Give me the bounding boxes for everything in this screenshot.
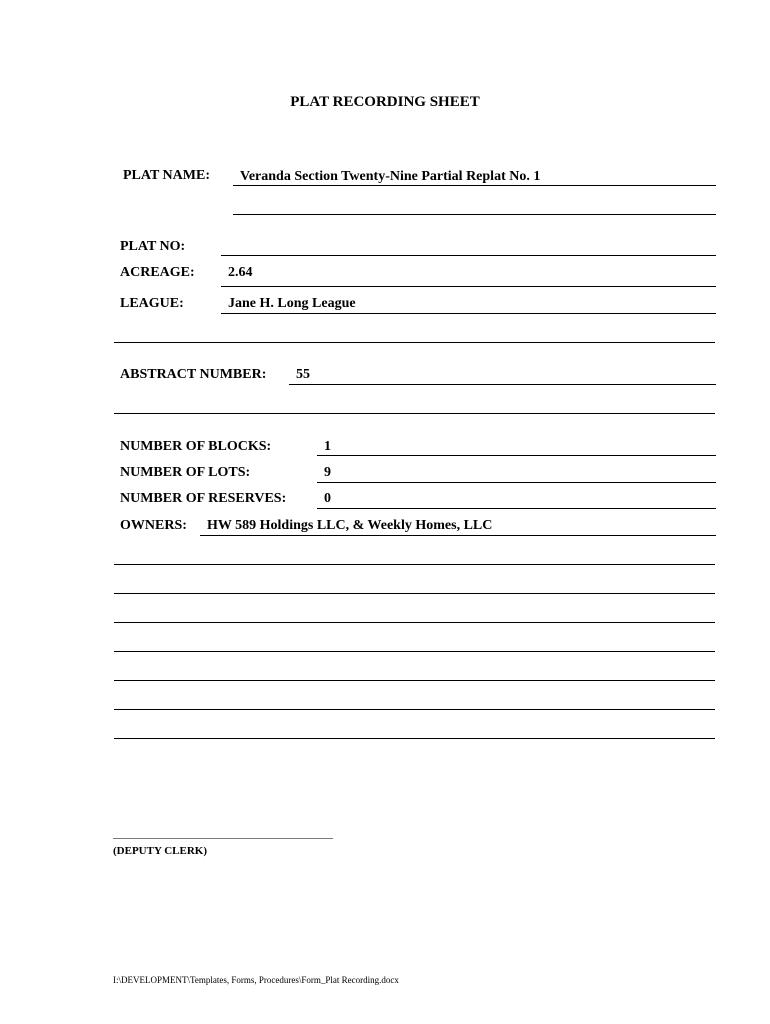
number-of-blocks-value[interactable]: 1	[324, 439, 331, 454]
abstract-number-value[interactable]: 55	[296, 367, 310, 382]
owners-continuation-line[interactable]	[114, 593, 715, 594]
footer-file-path: I:\DEVELOPMENT\Templates, Forms, Procedures\Form_Plat Recording.docx	[113, 975, 399, 985]
acreage-label: ACREAGE:	[120, 265, 195, 280]
acreage-value[interactable]: 2.64	[228, 265, 253, 280]
number-of-blocks-label: NUMBER OF BLOCKS:	[120, 439, 272, 454]
number-of-reserves-underline	[317, 508, 716, 509]
owners-continuation-line[interactable]	[114, 622, 715, 623]
owners-continuation-line[interactable]	[114, 651, 715, 652]
owners-continuation-line[interactable]	[114, 680, 715, 681]
owners-continuation-line[interactable]	[114, 709, 715, 710]
plat-name-value[interactable]: Veranda Section Twenty-Nine Partial Replat No. 1	[240, 169, 541, 184]
plat-name-continuation-line[interactable]	[233, 214, 716, 215]
league-value[interactable]: Jane H. Long League	[228, 296, 356, 311]
number-of-lots-underline	[317, 482, 716, 483]
acreage-underline	[221, 286, 716, 287]
number-of-blocks-underline	[317, 455, 716, 456]
abstract-number-underline	[289, 384, 716, 385]
plat-no-label: PLAT NO:	[120, 239, 186, 254]
page-title: PLAT RECORDING SHEET	[290, 94, 480, 110]
blank-line[interactable]	[114, 342, 715, 343]
owners-continuation-line[interactable]	[114, 738, 715, 739]
owners-value[interactable]: HW 589 Holdings LLC, & Weekly Homes, LLC	[207, 518, 493, 533]
abstract-number-label: ABSTRACT NUMBER:	[120, 367, 267, 382]
plat-no-underline	[221, 255, 716, 256]
signature-line[interactable]: ____________________________________________	[113, 829, 333, 840]
owners-underline	[200, 535, 716, 536]
deputy-clerk-label: (DEPUTY CLERK)	[113, 845, 208, 857]
owners-label: OWNERS:	[120, 518, 187, 533]
number-of-reserves-label: NUMBER OF RESERVES:	[120, 491, 287, 506]
owners-continuation-line[interactable]	[114, 564, 715, 565]
number-of-reserves-value[interactable]: 0	[324, 491, 331, 506]
number-of-lots-value[interactable]: 9	[324, 465, 331, 480]
blank-line[interactable]	[114, 413, 715, 414]
plat-name-label: PLAT NAME:	[123, 168, 210, 183]
league-underline	[221, 313, 716, 314]
number-of-lots-label: NUMBER OF LOTS:	[120, 465, 251, 480]
league-label: LEAGUE:	[120, 296, 184, 311]
plat-name-underline	[233, 185, 716, 186]
